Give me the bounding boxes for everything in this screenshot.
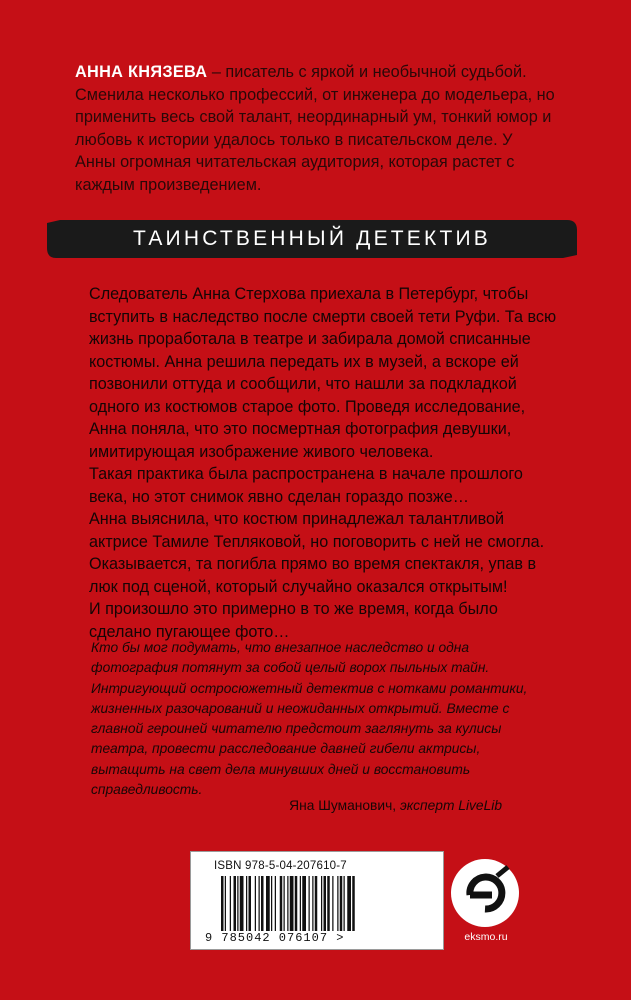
blurb-paragraph: Такая практика была распространена в начале прошлого века, но этот снимок явно сделан гораздо позже… [89,465,523,506]
barcode-bar [246,876,247,931]
barcode-digits: 9 785042 076107 > [205,931,345,945]
review-quote [91,638,551,800]
barcode-bar [275,876,276,931]
eksmo-logo-icon [450,858,520,928]
barcode-bar [347,876,351,931]
barcode-bar [225,876,226,931]
barcode-bar [315,876,318,931]
barcode-bar [237,876,238,931]
author-bio [75,61,555,196]
isbn-label: ISBN 978-5-04-207610-7 [214,860,347,872]
barcode-bar [295,876,298,931]
barcode-box [190,851,444,950]
book-blurb [89,283,559,643]
author-bio-text: – писатель с яркой и необычной судьбой. Сменила несколько профессий, от инженера до модельера, но применить весь свой талант, неординарный ум, тонкий юмор и любовь к истории удалось только в писательском деле. У Анны огромная читательская аудитория, которая растет с каждым произведением. [75,63,555,194]
series-title: ТАИНСТВЕННЫЙ ДЕТЕКТИВ [133,227,491,250]
barcode-bar [259,876,260,931]
review-text: Кто бы мог подумать, что внезапное наследство и одна фотография потянут за собой целый ворох пыльных тайн. Интригующий остросюжетный детектив с нотками романтики, жизненных разочарований и неожиданных открытий. Вместе с главной героиней читателю предстоит заглянуть за кулисы театра, провести расследование давней гибели актрисы, вытащить на свет дела минувших дней и восстановить справедливость. [91,640,528,798]
barcode-bar [302,876,306,931]
barcode-bar [255,876,256,931]
barcode-bar [290,876,294,931]
barcode-bar [309,876,310,931]
barcode-bar [261,876,264,931]
barcode-bar [280,876,283,931]
barcode-bar [337,876,338,931]
barcode-bar [312,876,313,931]
barcode-bar [300,876,301,931]
barcode-bar [249,876,252,931]
blurb-paragraph: Анна выяснила, что костюм принадлежал талантливой актрисе Тамиле Тепляковой, но поговорить с ней не смогла. Оказывается, та погибла прямо во время спектакля, упав в люк под сценой, который случайно оказался открытым! [89,510,545,596]
author-name: АННА КНЯЗЕВА [75,63,208,81]
reviewer-attribution [200,798,502,813]
barcode-bar [321,876,322,931]
barcode-bar [324,876,327,931]
barcode-bar [344,876,345,931]
blurb-paragraph: И произошло это примерно в то же время, когда было сделано пугающее фото… [89,600,498,641]
barcode-bar [287,876,288,931]
barcode-icon [221,876,411,931]
barcode-bar [234,876,237,931]
barcode-bar [221,876,224,931]
reviewer-name: Яна Шуманович, [289,798,397,813]
publisher-url: eksmo.ru [464,931,508,943]
barcode-bar [352,876,355,931]
barcode-bar [266,876,270,931]
barcode-bar [230,876,231,931]
barcode-bar [284,876,285,931]
barcode-bar [340,876,343,931]
barcode-bar [327,876,330,931]
series-banner [46,219,578,259]
reviewer-role: эксперт LiveLib [399,798,502,813]
barcode-bar [240,876,244,931]
barcode-bar [271,876,272,931]
blurb-paragraph: Следователь Анна Стерхова приехала в Петербург, чтобы вступить в наследство после смерти своей тети Руфи. Та всю жизнь проработала в театре и забирала домой списанные костюмы. Анна решила передать их в музей, а вскоре ей позвонили оттуда и сообщили, что нашли за подкладкой одного из костюмов старое фото. Проведя исследование, Анна поняла, что это посмертная фотография девушки, имитирующая изображение живого человека. [89,285,557,461]
barcode-bar [332,876,333,931]
